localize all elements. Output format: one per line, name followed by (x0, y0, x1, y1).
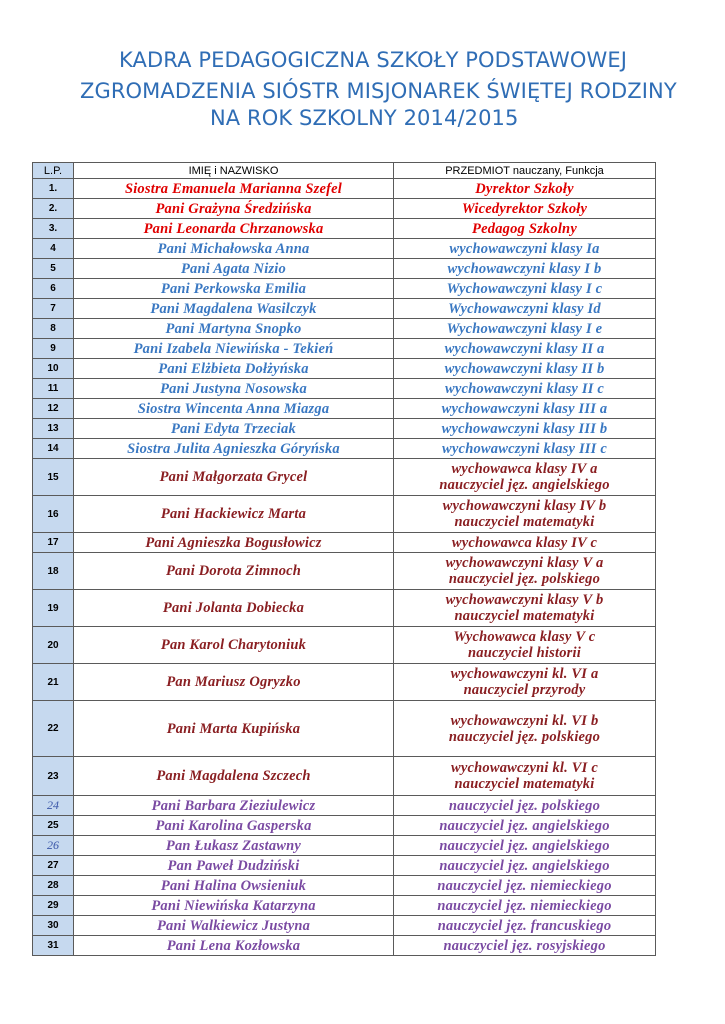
role-line: wychowawczyni klasy II c (444, 380, 605, 397)
table-row (33, 259, 656, 279)
role-line: wychowawczyni klasy I b (447, 260, 602, 277)
role-line: nauczyciel historii (468, 645, 581, 661)
role-line: wychowawczyni klasy Ia (449, 240, 600, 257)
role-line: Wychowawczyni klasy I e (446, 320, 603, 337)
title-line-3: NA ROK SZKOLNY 2014/2015 (210, 106, 519, 130)
table-row (33, 856, 656, 876)
role-line: wychowawczyni klasy V b (445, 592, 604, 608)
row-number: 29 (33, 896, 74, 916)
table-row (33, 379, 656, 399)
row-number: 19 (33, 590, 74, 627)
teacher-name: Pani Halina Owsieniuk (74, 876, 394, 896)
teacher-role (394, 836, 656, 856)
teacher-role (394, 816, 656, 836)
role-line: nauczyciel jęz. polskiego (448, 728, 601, 745)
teacher-role (394, 319, 656, 339)
row-number: 11 (33, 379, 74, 399)
table-row (33, 896, 656, 916)
teacher-role (394, 533, 656, 553)
table-row (33, 816, 656, 836)
role-line: nauczyciel jęz. niemieckiego (437, 877, 612, 894)
row-number: 8 (33, 319, 74, 339)
teacher-role (394, 590, 656, 627)
teacher-name: Pani Barbara Zieziulewicz (74, 796, 394, 816)
teacher-name: Siostra Julita Agnieszka Góryńska (74, 439, 394, 459)
row-number: 14 (33, 439, 74, 459)
teacher-role (394, 399, 656, 419)
title-line-2: ZGROMADZENIA SIÓSTR MISJONAREK ŚWIĘTEJ RODZINY (80, 79, 677, 103)
table-row (33, 199, 656, 219)
row-number: 1. (33, 179, 74, 199)
role-line: wychowawczyni klasy III a (441, 400, 608, 417)
teacher-role (394, 339, 656, 359)
teacher-role (394, 936, 656, 956)
teacher-name: Pani Elżbieta Dołżyńska (74, 359, 394, 379)
teacher-role (394, 219, 656, 239)
row-number: 9 (33, 339, 74, 359)
teacher-name: Pani Martyna Snopko (74, 319, 394, 339)
role-line: nauczyciel matematyki (454, 776, 595, 792)
table-row (33, 279, 656, 299)
role-line: nauczyciel przyrody (463, 682, 586, 698)
teacher-name: Pan Mariusz Ogryzko (74, 664, 394, 701)
row-number: 20 (33, 627, 74, 664)
teacher-name: Pani Niewińska Katarzyna (74, 896, 394, 916)
teacher-role (394, 239, 656, 259)
row-number: 25 (33, 816, 74, 836)
header-lp: L.P. (33, 163, 74, 179)
teacher-role (394, 856, 656, 876)
teacher-name: Pani Jolanta Dobiecka (74, 590, 394, 627)
teacher-name: Pani Agnieszka Bogusłowicz (74, 533, 394, 553)
role-line: wychowawczyni klasy V a (445, 555, 604, 571)
teacher-role (394, 299, 656, 319)
teacher-role (394, 664, 656, 701)
table-row (33, 239, 656, 259)
header-name: IMIĘ i NAZWISKO (74, 163, 394, 179)
row-number: 22 (33, 701, 74, 757)
teacher-name: Siostra Wincenta Anna Miazga (74, 399, 394, 419)
teacher-role (394, 896, 656, 916)
teacher-role (394, 701, 656, 757)
table-row (33, 701, 656, 757)
teacher-role (394, 916, 656, 936)
table-row (33, 439, 656, 459)
table-row (33, 319, 656, 339)
row-number: 16 (33, 496, 74, 533)
row-number: 18 (33, 553, 74, 590)
role-line: wychowawczyni klasy III b (441, 420, 608, 437)
table-row (33, 553, 656, 590)
teacher-role (394, 419, 656, 439)
teacher-role (394, 757, 656, 796)
teacher-role (394, 627, 656, 664)
role-line: Wychowawczyni klasy I c (446, 280, 603, 297)
row-number: 12 (33, 399, 74, 419)
role-line: Wychowawca klasy V c (453, 629, 596, 645)
teacher-name: Pani Izabela Niewińska - Tekień (74, 339, 394, 359)
role-line: nauczyciel jęz. niemieckiego (437, 897, 612, 914)
row-number: 3. (33, 219, 74, 239)
row-number: 23 (33, 757, 74, 796)
table-row (33, 757, 656, 796)
table-row (33, 796, 656, 816)
role-line: wychowawczyni kl. VI c (451, 760, 598, 776)
teacher-name: Pani Magdalena Szczech (74, 757, 394, 796)
teacher-role (394, 553, 656, 590)
teacher-role (394, 359, 656, 379)
teacher-role (394, 179, 656, 199)
role-line: wychowawczyni klasy III c (442, 440, 607, 457)
table-body (33, 179, 656, 956)
teacher-role (394, 199, 656, 219)
teacher-name: Pani Walkiewicz Justyna (74, 916, 394, 936)
staff-table (32, 162, 656, 956)
row-number: 27 (33, 856, 74, 876)
role-line: Wychowawczyni klasy Id (448, 300, 601, 317)
role-line: nauczyciel matematyki (454, 514, 595, 530)
table-header-row (33, 163, 656, 179)
teacher-name: Pani Dorota Zimnoch (74, 553, 394, 590)
row-number: 24 (33, 796, 74, 816)
teacher-role (394, 279, 656, 299)
role-line: Dyrektor Szkoły (475, 180, 574, 197)
table-row (33, 836, 656, 856)
title-line-1: KADRA PEDAGOGICZNA SZKOŁY PODSTAWOWEJ (119, 48, 628, 72)
row-number: 15 (33, 459, 74, 496)
role-line: nauczyciel jęz. angielskiego (439, 837, 610, 854)
teacher-name: Pani Perkowska Emilia (74, 279, 394, 299)
role-line: nauczyciel jęz. polskiego (448, 571, 601, 587)
teacher-role (394, 379, 656, 399)
teacher-name: Pani Hackiewicz Marta (74, 496, 394, 533)
table-row (33, 496, 656, 533)
teacher-name: Pani Edyta Trzeciak (74, 419, 394, 439)
role-line: nauczyciel jęz. angielskiego (439, 817, 610, 834)
teacher-role (394, 459, 656, 496)
teacher-name: Pani Grażyna Średzińska (74, 199, 394, 219)
role-line: nauczyciel jęz. polskiego (448, 797, 601, 814)
teacher-name: Siostra Emanuela Marianna Szefel (74, 179, 394, 199)
teacher-name: Pani Michałowska Anna (74, 239, 394, 259)
row-number: 28 (33, 876, 74, 896)
row-number: 2. (33, 199, 74, 219)
row-number: 26 (33, 836, 74, 856)
row-number: 5 (33, 259, 74, 279)
row-number: 7 (33, 299, 74, 319)
role-line: nauczyciel matematyki (454, 608, 595, 624)
role-line: Pedagog Szkolny (472, 220, 577, 237)
row-number: 13 (33, 419, 74, 439)
role-line: wychowawczyni klasy II b (444, 360, 605, 377)
table-row (33, 916, 656, 936)
table-row (33, 627, 656, 664)
teacher-name: Pani Lena Kozłowska (74, 936, 394, 956)
teacher-role (394, 496, 656, 533)
row-number: 6 (33, 279, 74, 299)
row-number: 30 (33, 916, 74, 936)
role-line: wychowawczyni kl. VI b (450, 712, 599, 729)
teacher-name: Pani Marta Kupińska (74, 701, 394, 757)
row-number: 31 (33, 936, 74, 956)
teacher-name: Pan Paweł Dudziński (74, 856, 394, 876)
header-subject: PRZEDMIOT nauczany, Funkcja (394, 163, 656, 179)
role-line: Wicedyrektor Szkoły (461, 200, 588, 217)
teacher-name: Pani Justyna Nosowska (74, 379, 394, 399)
table-row (33, 399, 656, 419)
teacher-name: Pani Leonarda Chrzanowska (74, 219, 394, 239)
teacher-name: Pani Magdalena Wasilczyk (74, 299, 394, 319)
role-line: wychowawca klasy IV c (451, 534, 598, 551)
table-row (33, 533, 656, 553)
teacher-name: Pani Agata Nizio (74, 259, 394, 279)
table-row (33, 459, 656, 496)
table-row (33, 359, 656, 379)
teacher-name: Pani Karolina Gasperska (74, 816, 394, 836)
teacher-name: Pan Karol Charytoniuk (74, 627, 394, 664)
table-row (33, 664, 656, 701)
row-number: 4 (33, 239, 74, 259)
teacher-role (394, 796, 656, 816)
teacher-role (394, 876, 656, 896)
table-row (33, 179, 656, 199)
role-line: wychowawca klasy IV a (451, 461, 598, 477)
teacher-role (394, 439, 656, 459)
role-line: wychowawczyni klasy II a (444, 340, 605, 357)
table-row (33, 339, 656, 359)
row-number: 21 (33, 664, 74, 701)
role-line: nauczyciel jęz. francuskiego (437, 917, 612, 934)
table-row (33, 876, 656, 896)
role-line: nauczyciel jęz. angielskiego (439, 857, 610, 874)
role-line: nauczyciel jęz. rosyjskiego (443, 937, 606, 954)
role-line: wychowawczyni klasy IV b (442, 498, 607, 514)
teacher-role (394, 259, 656, 279)
role-line: nauczyciel jęz. angielskiego (439, 477, 610, 493)
teacher-name: Pani Małgorzata Grycel (74, 459, 394, 496)
table-row (33, 219, 656, 239)
table-row (33, 590, 656, 627)
table-row (33, 299, 656, 319)
teacher-name: Pan Łukasz Zastawny (74, 836, 394, 856)
table-row (33, 936, 656, 956)
table-row (33, 419, 656, 439)
row-number: 17 (33, 533, 74, 553)
role-line: wychowawczyni kl. VI a (450, 666, 599, 682)
row-number: 10 (33, 359, 74, 379)
